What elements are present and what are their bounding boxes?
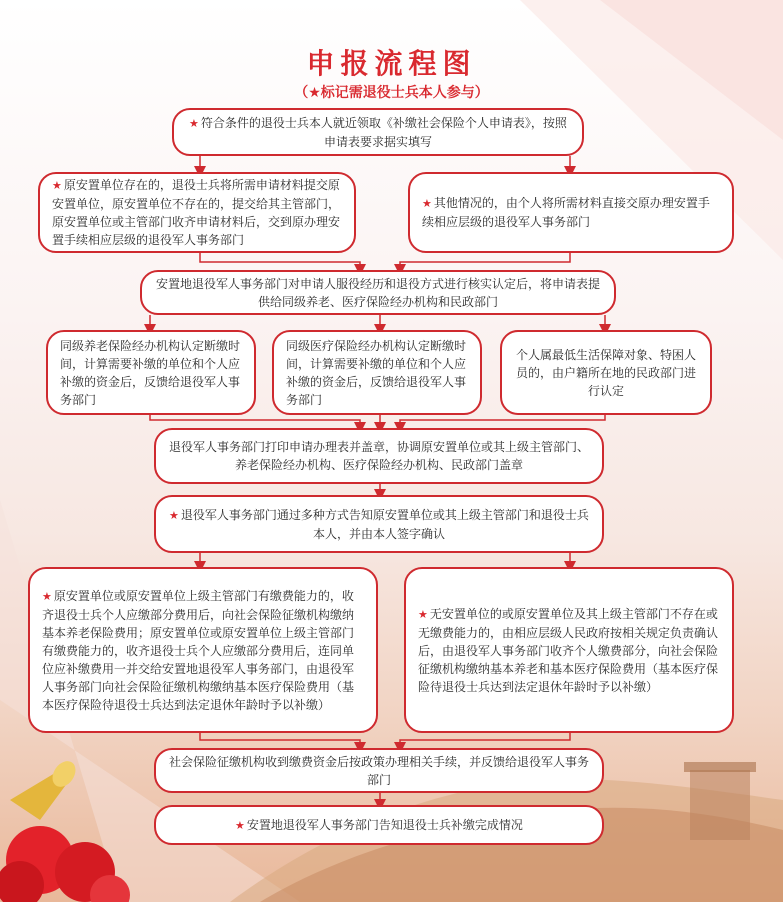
step-2a-box [38,172,356,253]
step-5-text: 退役军人事务部门打印申请办理表并盖章，协调原安置单位或其上级主管部门、养老保险经办机构、医疗保险经办机构、民政部门盖章 [168,440,589,472]
step-4c-box [500,330,712,415]
star-icon: ★ [52,179,62,192]
page-title: 申报流程图 [306,47,477,80]
star-icon: ★ [42,589,52,603]
step-3-box [140,270,616,315]
step-1-box [172,108,584,156]
step-2b-box [408,172,734,253]
step-7b-text: 无安置单位的或原安置单位及其上级主管部门不存在或无缴费能力的，由相应层级人民政府按相关规定负责确认后，由退役军人事务部门收齐个人缴费部分，向社会保险征缴机构缴纳基本养老和基本医疗保险费用（基本医疗保险待退役士兵达到法定退休年龄时予以补缴） [418,606,719,694]
step-3-text: 安置地退役军人事务部门对申请人服役经历和退役方式进行核实认定后，将申请表提供给同级养老、医疗保险经办机构和民政部门 [155,276,600,309]
step-8-box [154,748,604,793]
step-6-box [154,495,604,553]
step-2b-text: 其他情况的，由个人将所需材料直接交原办理安置手续相应层级的退役军人事务部门 [422,196,710,229]
star-icon: ★ [235,818,245,832]
page-subtitle: （★标记需退役士兵本人参与） [294,85,489,101]
step-4c-text: 个人属最低生活保障对象、特困人员的，由户籍所在地的民政部门进行认定 [515,347,696,398]
step-7b-box [404,567,734,733]
star-icon: ★ [189,116,199,130]
step-7a-text: 原安置单位或原安置单位上级主管部门有缴费能力的，收齐退役士兵个人应缴部分费用后，向社会保险征缴机构缴纳基本养老保险费用；原安置单位或原安置单位上级主管部门有缴费能力的，收齐退役士兵个人应缴部分费用后，连同单位应补缴费用一并交给安置地退役军人事务部门，由退役军人事务部门向社会保险征缴机构缴纳基本医疗保险费用（基本医疗保险待退役士兵达到法定退休年龄时予以补缴） [42,588,355,712]
step-6-text: 退役军人事务部门通过多种方式告知原安置单位或其上级主管部门和退役士兵本人，并由本人签字确认 [180,507,589,541]
step-4a-text: 同级养老保险经办机构认定断缴时间，计算需要补缴的单位和个人应补缴的资金后，反馈给退役军人事务部门 [60,338,241,407]
step-4b-box [272,330,482,415]
step-8-text: 社会保险征缴机构收到缴费资金后按政策办理相关手续，并反馈给退役军人事务部门 [168,754,589,787]
step-1-text: 符合条件的退役士兵本人就近领取《补缴社会保险个人申请表》，按照申请表要求据实填写 [200,115,567,149]
step-2a-text: 原安置单位存在的，退役士兵将所需申请材料提交原安置单位，原安置单位不存在的，提交给其主管部门，原安置单位或主管部门收齐申请材料后，交到原办理安置手续相应层级的退役军人事务部门 [52,178,341,247]
star-icon: ★ [422,197,432,210]
star-icon: ★ [169,508,179,522]
step-4a-box [46,330,256,415]
step-9-box [154,805,604,845]
star-icon: ★ [418,607,428,621]
step-7a-box [28,567,378,733]
step-5-box [154,428,604,484]
step-9-text: 安置地退役军人事务部门告知退役士兵补缴完成情况 [246,817,523,832]
step-4b-text: 同级医疗保险经办机构认定断缴时间，计算需要补缴的单位和个人应补缴的资金后，反馈给退役军人事务部门 [286,338,467,407]
